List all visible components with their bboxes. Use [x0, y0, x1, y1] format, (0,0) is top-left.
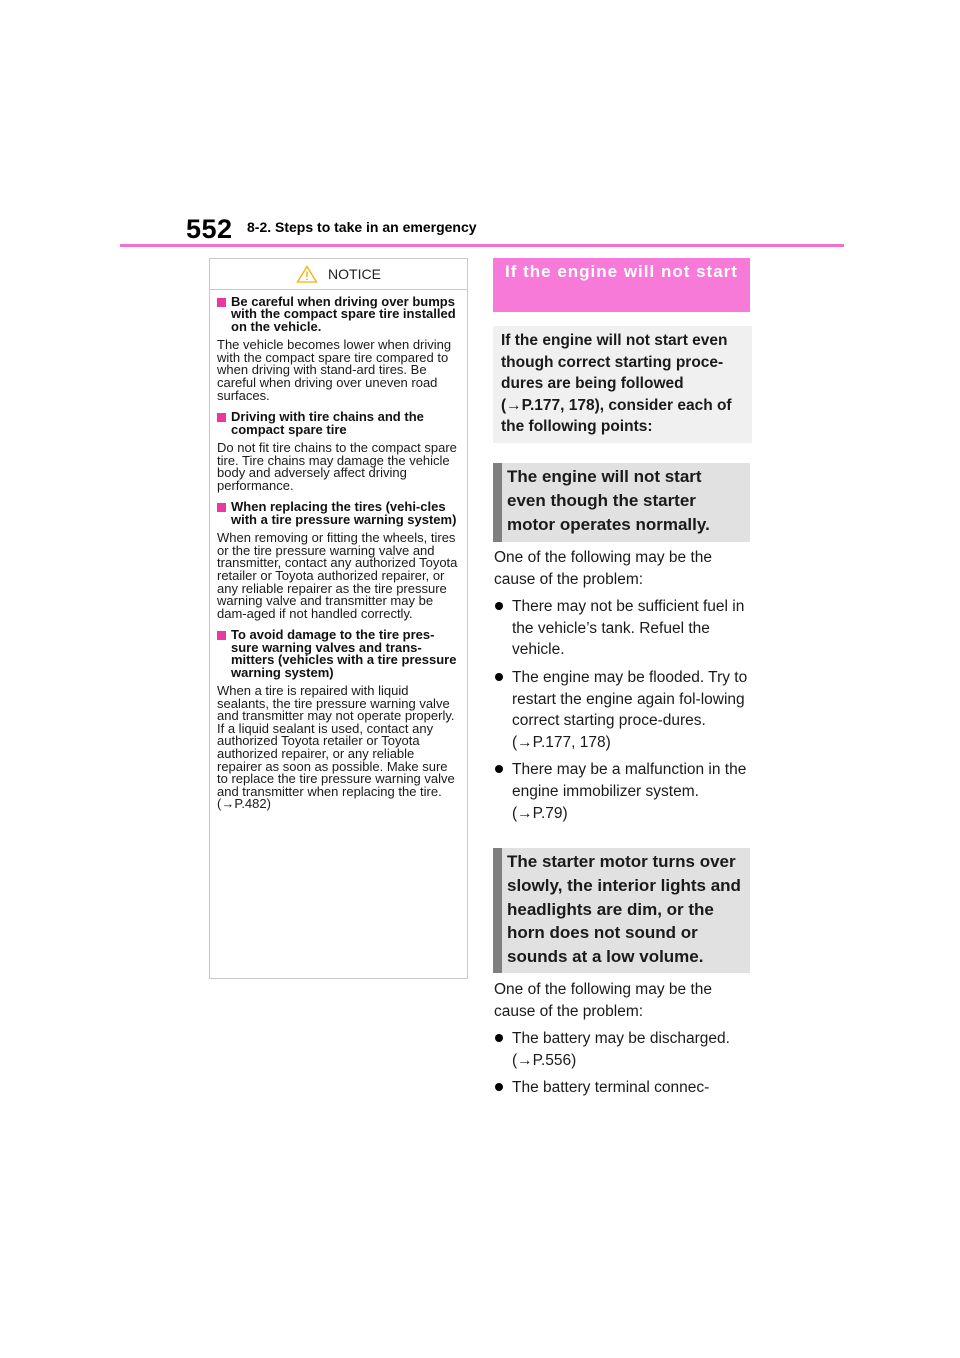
section-body: [494, 979, 754, 1099]
notice-item-heading: To avoid damage to the tire pres-sure warning valves and trans-mitters (vehicles with a tire pressure warning system): [231, 627, 457, 680]
section-intro: One of the following may be the cause of the problem:: [494, 549, 712, 588]
list-item: [494, 1077, 754, 1099]
bullet-icon: [495, 1083, 503, 1091]
list-item-text: The engine may be flooded. Try to restart the engine again fol-lowing correct starting proce-dures. (→P.177, 178): [512, 668, 748, 751]
square-bullet-icon: [217, 298, 226, 307]
bullet-icon: [495, 602, 503, 610]
notice-item: [217, 629, 461, 811]
square-bullet-icon: [217, 503, 226, 512]
square-bullet-icon: [217, 413, 226, 422]
notice-item-heading: Driving with tire chains and the compact spare tire: [231, 409, 424, 437]
notice-item-text: Do not fit tire chains to the compact spare tire. Tire chains may damage the vehicle body and adversely affect driving performance.: [217, 440, 457, 493]
list-item-text: The battery may be discharged. (→P.556): [512, 1030, 730, 1069]
notice-item-text: The vehicle becomes lower when driving with the compact spare tire compared to when driving with stand-ard tires. Be careful when driving over uneven road surfaces.: [217, 337, 452, 403]
notice-title: NOTICE: [328, 266, 381, 282]
warning-triangle-icon: [296, 265, 318, 283]
notice-item: [217, 296, 461, 402]
notice-item-heading: When replacing the tires (vehi-cles with a tire pressure warning system): [231, 499, 457, 527]
square-bullet-icon: [217, 631, 226, 640]
bullet-icon: [495, 1034, 503, 1042]
list-item: [494, 596, 754, 661]
page-number: 552: [186, 214, 233, 244]
notice-box: [209, 258, 468, 979]
notice-item-text: When removing or fitting the wheels, tires or the tire pressure warning valve and transmitter, contact any authorized Toyota retailer or Toyota authorized repairer, or any reliable repairer as the tire pressure warning valve and transmitter may be dam-aged if not handled correctly.: [217, 530, 458, 621]
list-item: [494, 667, 754, 753]
bullet-icon: [495, 765, 503, 773]
lead-box: If the engine will not start even though correct starting proce-dures are being followed (→P.177, 178), consider each of the following points:: [493, 326, 752, 443]
list-item: [494, 1028, 754, 1071]
list-item-text: There may be a malfunction in the engine immobilizer system. (→P.79): [512, 761, 747, 822]
notice-item-heading: Be careful when driving over bumps with the compact spare tire installed on the vehicle.: [231, 294, 456, 334]
section-title: 8-2. Steps to take in an emergency: [247, 219, 477, 235]
section-intro: One of the following may be the cause of the problem:: [494, 981, 712, 1020]
list-item-text: There may not be sufficient fuel in the vehicle’s tank. Refuel the vehicle.: [512, 598, 745, 659]
main-heading: If the engine will not start: [493, 258, 750, 312]
section-body: [494, 547, 754, 824]
header-rule: [120, 244, 844, 247]
notice-item-text: When a tire is repaired with liquid sealants, the tire pressure warning valve and transmitter may not operate properly. If a liquid sealant is used, contact any authorized Toyota retailer or Toyota authorized repairer, or any reliable repairer as soon as possible. Make sure to replace the tire pressure warning valve and transmitter when replacing the tire. (→P.482): [217, 682, 455, 812]
subheading: The engine will not start even though the starter motor operates normally.: [493, 463, 750, 542]
notice-header: [210, 259, 467, 290]
list-item-text: The battery terminal connec-: [512, 1079, 710, 1097]
subheading: The starter motor turns over slowly, the interior lights and headlights are dim, or the horn does not sound or sounds at a low volume.: [493, 848, 750, 973]
list-item: [494, 759, 754, 824]
notice-item: [217, 501, 461, 620]
notice-item: [217, 411, 461, 492]
bullet-icon: [495, 673, 503, 681]
